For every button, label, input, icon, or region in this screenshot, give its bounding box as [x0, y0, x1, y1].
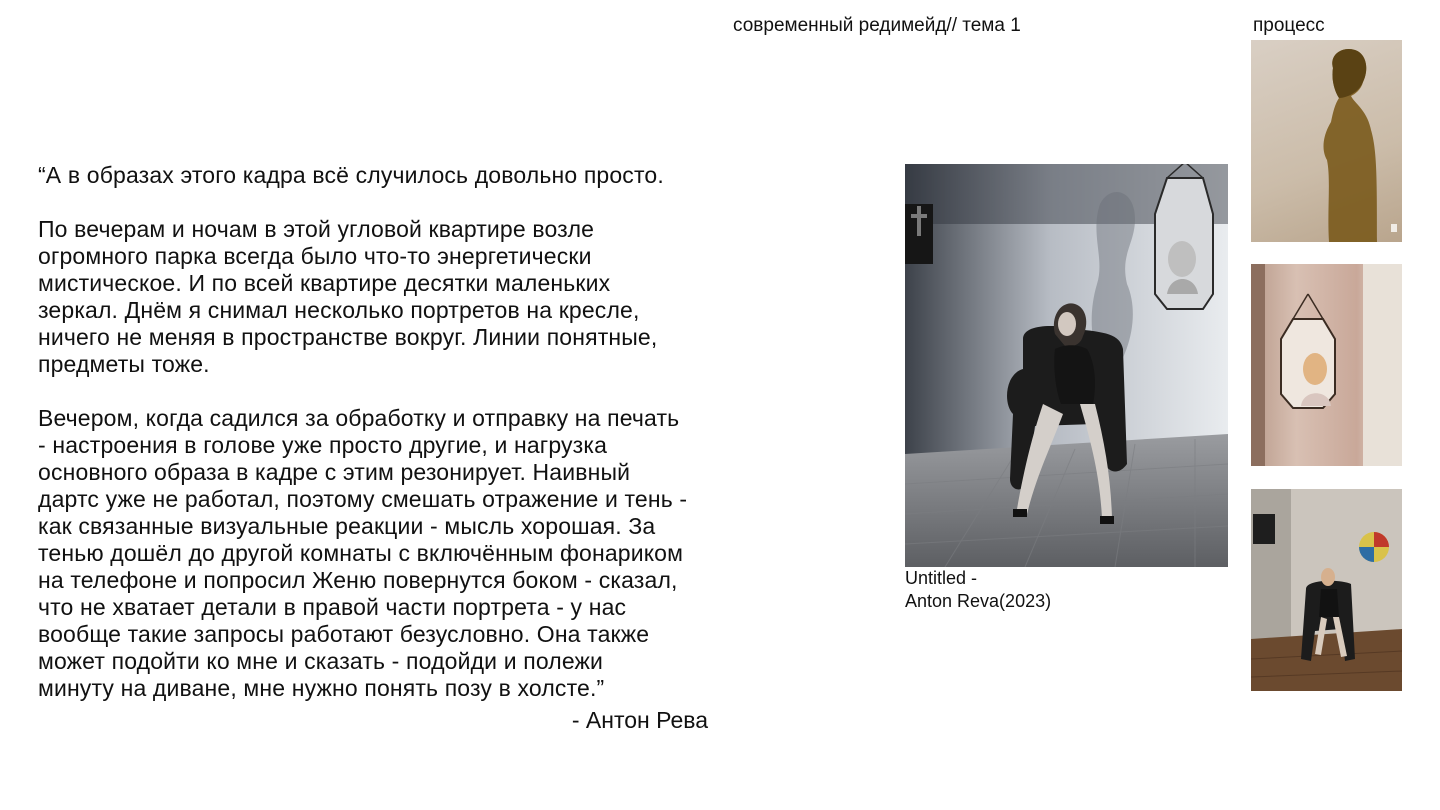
artwork-photo — [905, 164, 1228, 567]
quote-paragraph: Вечером, когда садился за обработку и отправку на печать - настроения в голове уже просто другие, и нагрузка основного образа в кадре с этим резонирует. Наивный дартс уже не работал, поэтому смешать отражение и тень - как связанные визуальные реакции - мысль хорошая. За тенью дошёл до другой комнаты с включённым фонариком на телефоне и попросил Женю повернутся боком - сказал, что не хватает детали в правой части портрета - у нас вообще такие запросы работают безусловно. Она также может подойти ко мне и сказать - подойди и полежи минуту на диване, мне нужно понять позу в холсте.” — [38, 405, 688, 701]
quote-paragraph: “А в образах этого кадра всё случилось довольно просто. — [38, 162, 664, 188]
caption-artist: Anton Reva(2023) — [905, 591, 1052, 611]
quote-text — [38, 162, 728, 702]
page-title: современный редимейд// тема 1 — [733, 15, 1021, 36]
process-photo-chair — [1251, 489, 1402, 691]
process-photo-shadow — [1251, 40, 1402, 242]
process-photo-mirror — [1251, 264, 1402, 466]
quote-paragraph: По вечерам и ночам в этой угловой квартире возле огромного парка всегда было что-то энергетически мистическое. И по всей квартире десятки маленьких зеркал. Днём я снимал несколько портретов на кресле, ничего не меняя в пространстве вокруг. Линии понятные, предметы тоже. — [38, 216, 658, 377]
artwork-caption — [905, 567, 1051, 613]
process-label: процесс — [1253, 15, 1325, 36]
quote-author: - Антон Рева — [571, 707, 708, 733]
caption-title: Untitled - — [905, 568, 978, 588]
